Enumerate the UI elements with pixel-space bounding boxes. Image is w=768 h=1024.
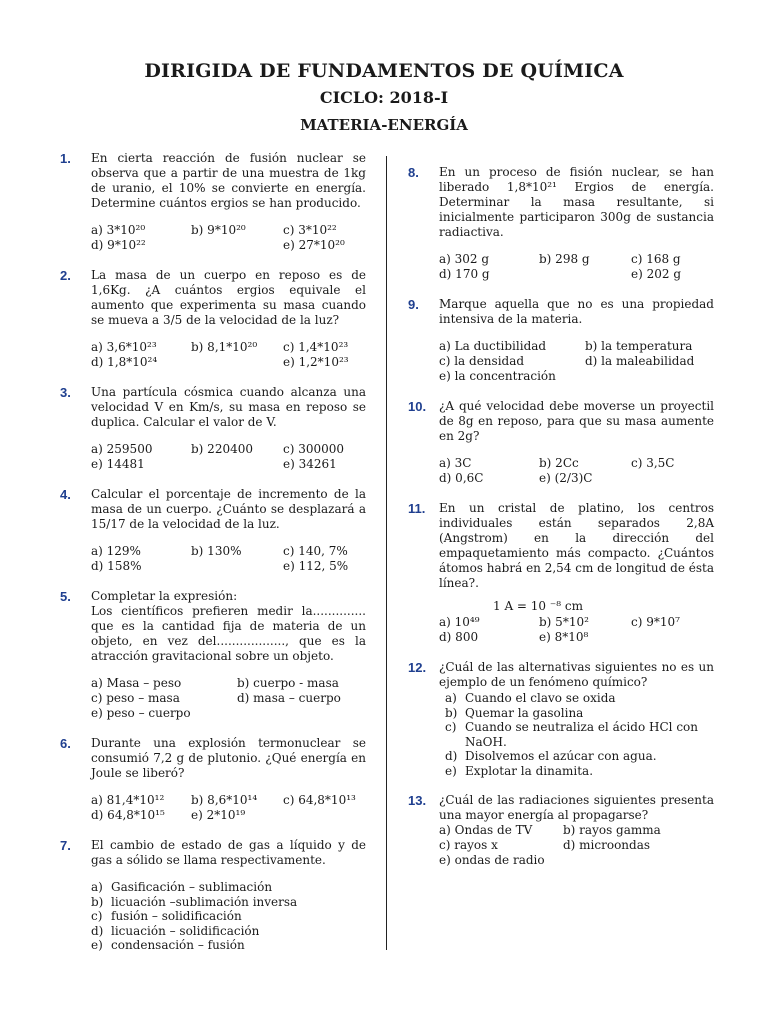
option-e: e) 2*10¹⁹ bbox=[191, 808, 246, 822]
option-e: e) 34261 bbox=[283, 457, 337, 471]
option-a: a) 3,6*10²³ bbox=[91, 340, 157, 354]
question-number: 4. bbox=[60, 487, 71, 502]
option-a: a) Masa – peso bbox=[91, 676, 182, 690]
question-text: ¿A qué velocidad debe moverse un proyectil de 8g en reposo, para que su masa aumente en 2g? bbox=[439, 399, 714, 443]
question-number: 6. bbox=[60, 736, 71, 751]
option-d: d) microondas bbox=[563, 838, 651, 852]
option-c: c) 64,8*10¹³ bbox=[283, 793, 356, 807]
option-d: d) la maleabilidad bbox=[585, 354, 695, 368]
option-b: b) 298 g bbox=[539, 252, 590, 266]
question-text: Calcular el porcentaje de incremento de la masa de un cuerpo. ¿Cuánto se desplazará a 15/17 de la velocidad de la luz. bbox=[91, 487, 366, 531]
option-b: b) rayos gamma bbox=[563, 823, 661, 837]
option-e: e) 8*10⁸ bbox=[539, 630, 589, 644]
option-e: e) Explotar la dinamita. bbox=[445, 763, 594, 778]
question-number: 7. bbox=[60, 838, 71, 853]
answer-options bbox=[91, 223, 366, 253]
option-e: e) 1,2*10²³ bbox=[283, 355, 349, 369]
document-title: DIRIGIDA DE FUNDAMENTOS DE QUÍMICA bbox=[144, 60, 624, 82]
question-number: 11. bbox=[408, 501, 426, 516]
answer-options bbox=[439, 339, 714, 384]
option-b: b) Quemar la gasolina bbox=[445, 705, 584, 720]
question-12 bbox=[408, 660, 714, 778]
question-intro: Completar la expresión: bbox=[91, 589, 238, 603]
answer-options bbox=[91, 793, 366, 823]
option-b: b) cuerpo - masa bbox=[237, 676, 339, 690]
option-d: d) Disolvemos el azúcar con agua. bbox=[445, 749, 657, 763]
left-column bbox=[60, 151, 366, 968]
question-number: 5. bbox=[60, 589, 71, 604]
option-c: c) 3,5C bbox=[631, 456, 675, 470]
option-b: b) licuación –sublimación inversa bbox=[91, 894, 298, 909]
question-9 bbox=[408, 297, 714, 384]
option-b: b) la temperatura bbox=[585, 339, 693, 353]
question-7 bbox=[60, 838, 366, 953]
option-a: a) 10⁴⁹ bbox=[439, 615, 480, 629]
answer-options bbox=[439, 615, 714, 645]
question-number: 10. bbox=[408, 399, 427, 414]
option-b: b) 130% bbox=[191, 544, 242, 558]
question-4 bbox=[60, 487, 366, 574]
option-c: c) 9*10⁷ bbox=[631, 615, 680, 629]
question-number: 2. bbox=[60, 268, 71, 283]
question-5 bbox=[60, 589, 366, 721]
option-d: d) 0,6C bbox=[439, 471, 484, 485]
option-e: e) 112, 5% bbox=[283, 559, 349, 573]
answer-options bbox=[439, 252, 714, 282]
question-number: 8. bbox=[408, 165, 419, 180]
question-text: El cambio de estado de gas a líquido y de gas a sólido se llama respectivamente. bbox=[91, 838, 366, 867]
question-text: ¿Cuál de las alternativas siguientes no es un ejemplo de un fenómeno químico? bbox=[439, 660, 714, 689]
option-a: a) 3C bbox=[439, 456, 472, 470]
right-column bbox=[408, 165, 714, 883]
option-e: e) 202 g bbox=[631, 267, 681, 281]
question-number: 13. bbox=[408, 793, 427, 808]
question-13 bbox=[408, 793, 714, 868]
question-number: 1. bbox=[60, 151, 71, 166]
option-e: e) ondas de radio bbox=[439, 853, 545, 867]
option-e: e) peso – cuerpo bbox=[91, 706, 191, 720]
conversion-formula: 1 A = 10 ⁻⁸ cm bbox=[493, 599, 583, 613]
answer-options bbox=[91, 544, 366, 574]
option-a: a) 81,4*10¹² bbox=[91, 793, 165, 807]
option-d: d) masa – cuerpo bbox=[237, 691, 341, 705]
question-number: 12. bbox=[408, 660, 427, 675]
option-b: b) 2Cc bbox=[539, 456, 579, 470]
option-c: c) la densidad bbox=[439, 354, 525, 368]
question-11 bbox=[408, 501, 714, 645]
option-a: a) 129% bbox=[91, 544, 141, 558]
option-d: d) licuación – solidificación bbox=[91, 923, 260, 938]
question-1 bbox=[60, 151, 366, 253]
question-text: En un proceso de fisión nuclear, se han liberado 1,8*10²¹ Ergios de energía. Determinar la masa resultante, si inicialmente participaron 300g de sustancia radiactiva. bbox=[439, 165, 714, 239]
option-d: e) 14481 bbox=[91, 457, 145, 471]
option-a: a) 3*10²⁰ bbox=[91, 223, 146, 237]
option-d: d) 9*10²² bbox=[91, 238, 146, 252]
option-b: b) 9*10²⁰ bbox=[191, 223, 246, 237]
option-a: a) La ductibilidad bbox=[439, 339, 547, 353]
option-d: d) 1,8*10²⁴ bbox=[91, 355, 158, 369]
document-topic: MATERIA-ENERGÍA bbox=[300, 116, 468, 134]
question-3 bbox=[60, 385, 366, 472]
option-c: c) peso – masa bbox=[91, 691, 180, 705]
question-text: La masa de un cuerpo en reposo es de 1,6Kg. ¿A cuántos ergios equivale el aumento que experimenta su masa cuando se mueva a 3/5 de la velocidad de la luz? bbox=[91, 268, 366, 327]
option-e: e) (2/3)C bbox=[539, 471, 593, 485]
option-a: a) 259500 bbox=[91, 442, 153, 456]
question-2 bbox=[60, 268, 366, 370]
option-c: c) 1,4*10²³ bbox=[283, 340, 349, 354]
option-c: c) 140, 7% bbox=[283, 544, 348, 558]
option-d: d) 158% bbox=[91, 559, 142, 573]
option-d: d) 170 g bbox=[439, 267, 490, 281]
question-10 bbox=[408, 399, 714, 486]
question-text: Una partícula cósmica cuando alcanza una velocidad V en Km/s, su masa en reposo se duplica. Calcular el valor de V. bbox=[91, 385, 366, 429]
option-b: b) 220400 bbox=[191, 442, 253, 456]
option-d: d) 64,8*10¹⁵ bbox=[91, 808, 165, 822]
question-text: Marque aquella que no es una propiedad intensiva de la materia. bbox=[439, 297, 714, 326]
answer-options bbox=[91, 676, 366, 721]
question-text: Los científicos prefieren medir la.............. que es la cantidad fija de materia de un objeto, en vez del.................., que es la atracción gravitacional sobre un objeto. bbox=[91, 604, 366, 663]
question-text: En cierta reacción de fusión nuclear se observa que a partir de una muestra de 1kg de uranio, el 10% se convierte en energía. Determine cuántos ergios se han producido. bbox=[91, 151, 366, 210]
option-b: b) 8,1*10²⁰ bbox=[191, 340, 258, 354]
option-a: a) 302 g bbox=[439, 252, 490, 266]
option-c: c) 3*10²² bbox=[283, 223, 337, 237]
option-c: c) 168 g bbox=[631, 252, 681, 266]
answer-options bbox=[439, 456, 714, 486]
option-b: b) 5*10² bbox=[539, 615, 589, 629]
option-a: a) Cuando el clavo se oxida bbox=[445, 691, 616, 705]
document-cycle: CICLO: 2018-I bbox=[319, 88, 449, 107]
answer-options bbox=[439, 691, 714, 778]
option-b: b) 8,6*10¹⁴ bbox=[191, 793, 258, 807]
option-e: e) la concentración bbox=[439, 369, 556, 383]
question-text: En un cristal de platino, los centros individuales están separados 2,8A (Angstrom) en la dirección del empaquetamiento más compacto. ¿Cuántos átomos habrá en 2,54 cm de longitud de ésta línea?. bbox=[439, 501, 714, 590]
answer-options bbox=[439, 823, 714, 868]
question-text: ¿Cuál de las radiaciones siguientes presenta una mayor energía al propagarse? bbox=[439, 793, 714, 822]
option-a: a) Ondas de TV bbox=[439, 823, 533, 837]
option-e: e) 27*10²⁰ bbox=[283, 238, 345, 252]
option-c: c) 300000 bbox=[283, 442, 345, 456]
option-d: d) 800 bbox=[439, 630, 479, 644]
question-text: Durante una explosión termonuclear se consumió 7,2 g de plutonio. ¿Qué energía en Joule se liberó? bbox=[91, 736, 366, 780]
document-header bbox=[0, 60, 768, 134]
question-8 bbox=[408, 165, 714, 282]
question-6 bbox=[60, 736, 366, 823]
option-c: c) Cuando se neutraliza el ácido HCl con NaOH. bbox=[445, 720, 698, 749]
answer-options bbox=[91, 442, 366, 472]
option-e: e) condensación – fusión bbox=[91, 938, 245, 952]
answer-options bbox=[91, 340, 366, 370]
option-c: c) fusión – solidificación bbox=[91, 909, 242, 923]
column-divider bbox=[386, 156, 387, 950]
option-c: c) rayos x bbox=[439, 838, 498, 852]
answer-options bbox=[91, 880, 366, 953]
option-a: a) Gasificación – sublimación bbox=[91, 880, 273, 894]
question-number: 3. bbox=[60, 385, 71, 400]
question-number: 9. bbox=[408, 297, 419, 312]
